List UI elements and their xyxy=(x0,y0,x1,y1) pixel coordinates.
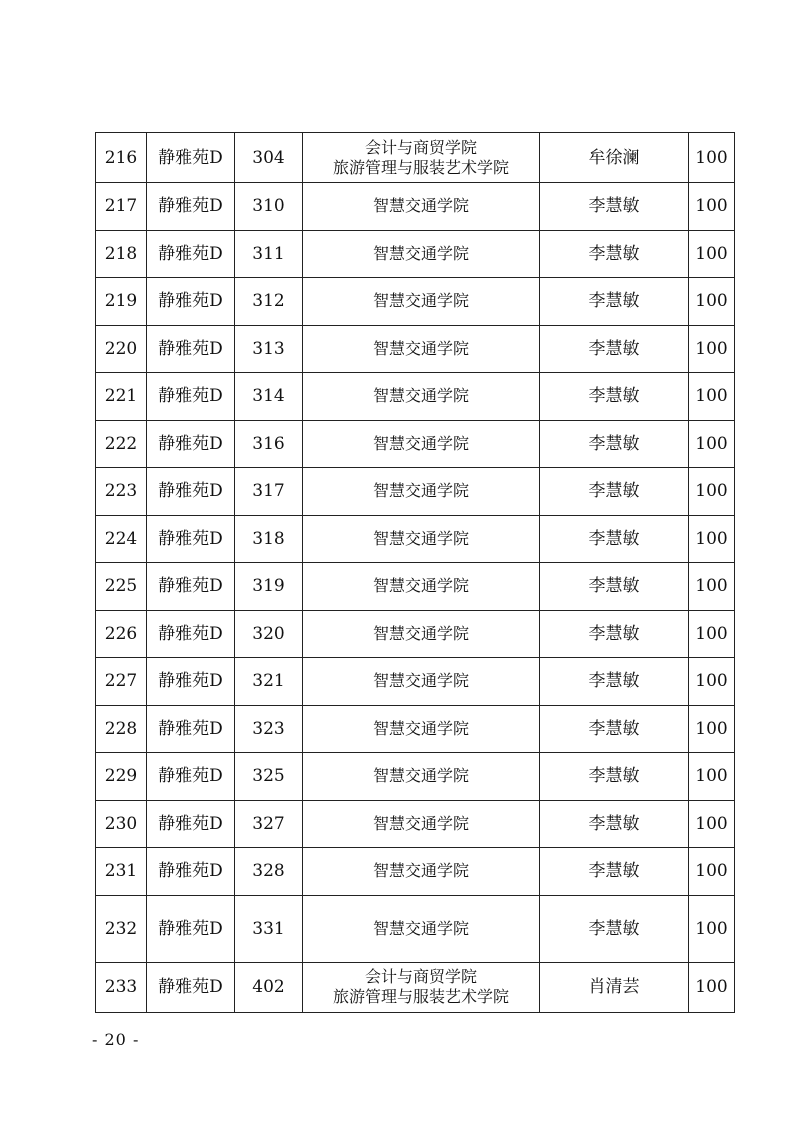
building-cell: 静雅苑D xyxy=(147,230,235,278)
department-cell xyxy=(303,610,540,658)
department-line: 智慧交通学院 xyxy=(372,623,469,643)
department-line: 智慧交通学院 xyxy=(372,291,469,311)
row-number-cell: 218 xyxy=(96,230,147,278)
person-cell: 李慧敏 xyxy=(540,658,689,706)
room-cell: 319 xyxy=(235,563,303,611)
department-line: 智慧交通学院 xyxy=(372,576,469,596)
department-cell xyxy=(303,895,540,962)
room-cell: 316 xyxy=(235,420,303,468)
person-cell: 牟徐澜 xyxy=(540,133,689,183)
department-cell xyxy=(303,133,540,183)
building-cell: 静雅苑D xyxy=(147,563,235,611)
room-cell: 325 xyxy=(235,753,303,801)
row-number-cell: 217 xyxy=(96,183,147,231)
table-row xyxy=(96,420,735,468)
table-row xyxy=(96,610,735,658)
table-row xyxy=(96,133,735,183)
row-number-cell: 231 xyxy=(96,848,147,896)
table-body xyxy=(96,133,735,1013)
table-row xyxy=(96,753,735,801)
table-row xyxy=(96,468,735,516)
row-number-cell: 220 xyxy=(96,325,147,373)
room-cell: 313 xyxy=(235,325,303,373)
row-number-cell: 221 xyxy=(96,373,147,421)
department-line: 智慧交通学院 xyxy=(372,433,469,453)
row-number-cell: 226 xyxy=(96,610,147,658)
department-line: 智慧交通学院 xyxy=(372,813,469,833)
row-number-cell: 219 xyxy=(96,278,147,326)
table-row xyxy=(96,183,735,231)
score-cell: 100 xyxy=(689,800,735,848)
score-cell: 100 xyxy=(689,610,735,658)
department-cell xyxy=(303,230,540,278)
score-cell: 100 xyxy=(689,230,735,278)
score-cell: 100 xyxy=(689,373,735,421)
department-line: 智慧交通学院 xyxy=(372,196,469,216)
room-cell: 320 xyxy=(235,610,303,658)
building-cell: 静雅苑D xyxy=(147,278,235,326)
department-line: 会计与商贸学院 xyxy=(364,137,477,157)
room-cell: 311 xyxy=(235,230,303,278)
score-cell: 100 xyxy=(689,133,735,183)
table-row xyxy=(96,563,735,611)
department-cell xyxy=(303,515,540,563)
department-cell xyxy=(303,183,540,231)
score-cell: 100 xyxy=(689,895,735,962)
score-cell: 100 xyxy=(689,278,735,326)
department-line: 智慧交通学院 xyxy=(372,671,469,691)
department-cell xyxy=(303,705,540,753)
score-cell: 100 xyxy=(689,468,735,516)
table-row xyxy=(96,895,735,962)
dormitory-score-table xyxy=(95,132,735,1013)
department-line: 智慧交通学院 xyxy=(372,386,469,406)
building-cell: 静雅苑D xyxy=(147,800,235,848)
person-cell: 李慧敏 xyxy=(540,753,689,801)
person-cell: 李慧敏 xyxy=(540,468,689,516)
building-cell: 静雅苑D xyxy=(147,515,235,563)
table-row xyxy=(96,800,735,848)
department-cell xyxy=(303,962,540,1012)
department-line: 智慧交通学院 xyxy=(372,766,469,786)
table-row xyxy=(96,373,735,421)
building-cell: 静雅苑D xyxy=(147,895,235,962)
row-number-cell: 227 xyxy=(96,658,147,706)
score-cell: 100 xyxy=(689,515,735,563)
person-cell: 李慧敏 xyxy=(540,610,689,658)
person-cell: 李慧敏 xyxy=(540,800,689,848)
score-cell: 100 xyxy=(689,325,735,373)
table-row xyxy=(96,515,735,563)
department-cell xyxy=(303,468,540,516)
row-number-cell: 222 xyxy=(96,420,147,468)
department-cell xyxy=(303,563,540,611)
room-cell: 314 xyxy=(235,373,303,421)
row-number-cell: 233 xyxy=(96,962,147,1012)
score-cell: 100 xyxy=(689,658,735,706)
department-line: 旅游管理与服装艺术学院 xyxy=(332,987,509,1006)
room-cell: 323 xyxy=(235,705,303,753)
person-cell: 李慧敏 xyxy=(540,183,689,231)
department-cell xyxy=(303,753,540,801)
score-cell: 100 xyxy=(689,183,735,231)
score-cell: 100 xyxy=(689,705,735,753)
person-cell: 李慧敏 xyxy=(540,563,689,611)
row-number-cell: 225 xyxy=(96,563,147,611)
person-cell: 李慧敏 xyxy=(540,420,689,468)
row-number-cell: 228 xyxy=(96,705,147,753)
building-cell: 静雅苑D xyxy=(147,468,235,516)
building-cell: 静雅苑D xyxy=(147,325,235,373)
table-row xyxy=(96,230,735,278)
department-line: 旅游管理与服装艺术学院 xyxy=(332,157,509,177)
department-line: 智慧交通学院 xyxy=(372,481,469,501)
person-cell: 李慧敏 xyxy=(540,373,689,421)
building-cell: 静雅苑D xyxy=(147,753,235,801)
table-row xyxy=(96,278,735,326)
department-cell xyxy=(303,325,540,373)
department-line: 智慧交通学院 xyxy=(372,243,469,263)
department-cell xyxy=(303,800,540,848)
building-cell: 静雅苑D xyxy=(147,848,235,896)
score-cell: 100 xyxy=(689,420,735,468)
room-cell: 331 xyxy=(235,895,303,962)
building-cell: 静雅苑D xyxy=(147,183,235,231)
building-cell: 静雅苑D xyxy=(147,610,235,658)
department-cell xyxy=(303,658,540,706)
person-cell: 李慧敏 xyxy=(540,230,689,278)
room-cell: 328 xyxy=(235,848,303,896)
department-cell xyxy=(303,420,540,468)
row-number-cell: 216 xyxy=(96,133,147,183)
department-line: 智慧交通学院 xyxy=(372,861,469,881)
person-cell: 李慧敏 xyxy=(540,325,689,373)
department-line: 会计与商贸学院 xyxy=(364,967,477,986)
department-cell xyxy=(303,848,540,896)
department-cell xyxy=(303,278,540,326)
department-line: 智慧交通学院 xyxy=(372,718,469,738)
building-cell: 静雅苑D xyxy=(147,373,235,421)
person-cell: 李慧敏 xyxy=(540,515,689,563)
building-cell: 静雅苑D xyxy=(147,705,235,753)
person-cell: 肖清芸 xyxy=(540,962,689,1012)
room-cell: 321 xyxy=(235,658,303,706)
room-cell: 317 xyxy=(235,468,303,516)
score-cell: 100 xyxy=(689,563,735,611)
room-cell: 327 xyxy=(235,800,303,848)
person-cell: 李慧敏 xyxy=(540,705,689,753)
department-line: 智慧交通学院 xyxy=(372,918,469,938)
row-number-cell: 224 xyxy=(96,515,147,563)
room-cell: 304 xyxy=(235,133,303,183)
row-number-cell: 223 xyxy=(96,468,147,516)
person-cell: 李慧敏 xyxy=(540,278,689,326)
building-cell: 静雅苑D xyxy=(147,420,235,468)
score-cell: 100 xyxy=(689,962,735,1012)
score-cell: 100 xyxy=(689,848,735,896)
room-cell: 312 xyxy=(235,278,303,326)
room-cell: 402 xyxy=(235,962,303,1012)
person-cell: 李慧敏 xyxy=(540,848,689,896)
room-cell: 318 xyxy=(235,515,303,563)
row-number-cell: 232 xyxy=(96,895,147,962)
table-row xyxy=(96,962,735,1012)
score-cell: 100 xyxy=(689,753,735,801)
table-row xyxy=(96,325,735,373)
building-cell: 静雅苑D xyxy=(147,133,235,183)
person-cell: 李慧敏 xyxy=(540,895,689,962)
department-line: 智慧交通学院 xyxy=(372,528,469,548)
building-cell: 静雅苑D xyxy=(147,658,235,706)
table-row xyxy=(96,658,735,706)
department-line: 智慧交通学院 xyxy=(372,338,469,358)
room-cell: 310 xyxy=(235,183,303,231)
table-row xyxy=(96,705,735,753)
building-cell: 静雅苑D xyxy=(147,962,235,1012)
table-row xyxy=(96,848,735,896)
department-cell xyxy=(303,373,540,421)
row-number-cell: 229 xyxy=(96,753,147,801)
row-number-cell: 230 xyxy=(96,800,147,848)
page-number: - 20 - xyxy=(92,1030,140,1049)
